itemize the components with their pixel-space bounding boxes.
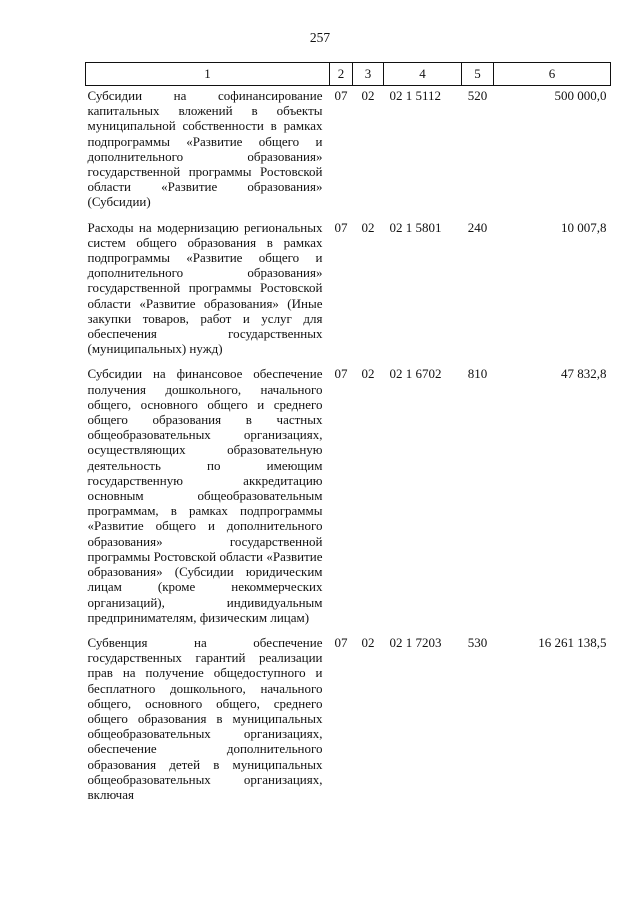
header-col-1: 1 [86, 63, 330, 86]
page-number: 257 [309, 30, 331, 45]
row-expense-type: 240 [467, 219, 488, 235]
row-target-code: 02 1 7203 [389, 634, 442, 650]
row-description: Расходы на модернизацию региональных систем общего образования в рамках подпрограммы «Развитие общего и дополнительного образования» государственной программы Ростовской области «Развитие образования» (Иные закупки товаров, работ и услуг для обеспечения государственных (муниципальных) нужд) [87, 219, 323, 357]
header-col-5: 5 [462, 63, 494, 86]
budget-table [85, 62, 611, 810]
row-section: 07 [334, 219, 348, 235]
table-row [86, 633, 611, 810]
header-col-4: 4 [384, 63, 462, 86]
row-target-code: 02 1 6702 [389, 366, 442, 382]
row-section: 07 [334, 88, 348, 103]
table-row [86, 86, 611, 218]
header-col-6: 6 [494, 63, 611, 86]
row-subsection: 02 [361, 88, 375, 103]
table-row [86, 218, 611, 365]
row-amount: 500 000,0 [554, 88, 607, 103]
row-section: 07 [334, 366, 348, 382]
row-expense-type: 810 [467, 366, 488, 382]
row-description: Субсидии на софинансирование капитальных вложений в объекты муниципальной собственности в рамках подпрограммы «Развитие общего и дополнительного образования» государственной программы Ростовской области «Развитие образования» (Субсидии) [87, 88, 323, 210]
row-section: 07 [334, 634, 348, 650]
header-row [86, 63, 611, 86]
row-expense-type: 520 [467, 88, 488, 103]
header-col-3: 3 [353, 63, 384, 86]
header-col-2: 2 [330, 63, 353, 86]
row-subsection: 02 [361, 366, 375, 382]
row-target-code: 02 1 5112 [389, 88, 442, 103]
row-subsection: 02 [361, 219, 375, 235]
row-expense-type: 530 [467, 634, 488, 650]
row-description: Субвенция на обеспечение государственных гарантий реализации прав на получение общедоступного и бесплатного дошкольного, начального общего, основного общего, среднего общего образования в муниципальных общеобразовательных организациях, обеспечение дополнительного образования детей в муниципальных общеобразовательных организациях, включая [87, 634, 323, 802]
row-subsection: 02 [361, 634, 375, 650]
row-amount: 10 007,8 [561, 219, 607, 235]
row-amount: 47 832,8 [561, 366, 607, 382]
table-row [86, 364, 611, 632]
row-target-code: 02 1 5801 [389, 219, 442, 235]
row-amount: 16 261 138,5 [538, 634, 607, 650]
row-description: Субсидии на финансовое обеспечение получения дошкольного, начального общего, основного общего и среднего общего образования в частных общеобразовательных организациях, осуществляющих образовательную деятельность по имеющим государственную аккредитацию основным общеобразовательным программам, в рамках подпрограммы «Развитие общего и дополнительного образования» государственной программы Ростовской области «Развитие образования» (Субсидии юридическим лицам (кроме некоммерческих организаций), индивидуальным предпринимателям, физическим лицам) [87, 366, 323, 625]
